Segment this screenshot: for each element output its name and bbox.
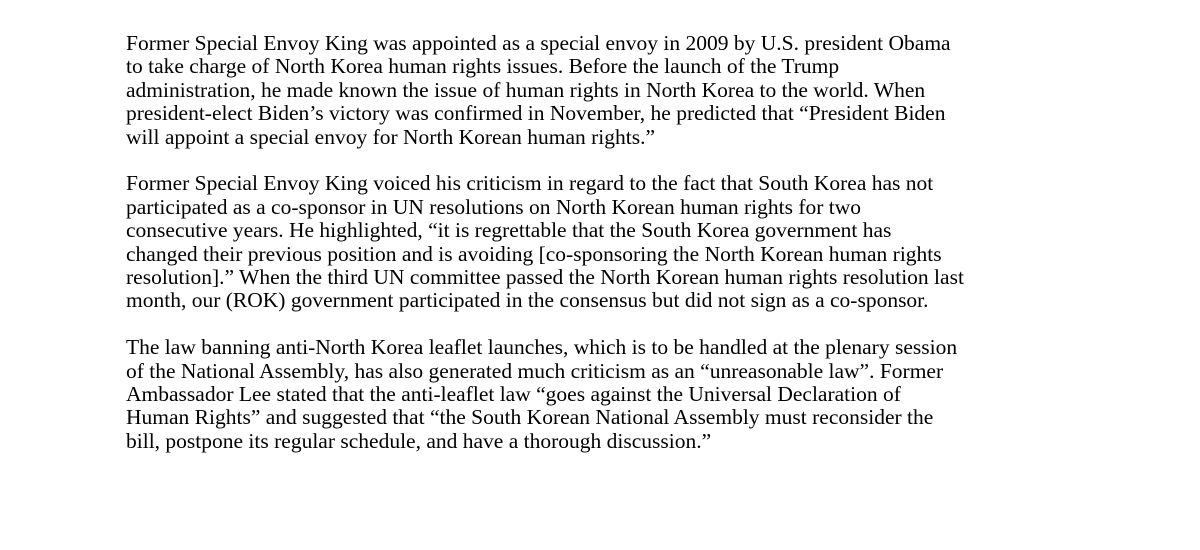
text-line: changed their previous position and is avoiding [co-sponsoring the North Korean human rights <box>126 241 942 266</box>
text-line: Former Special Envoy King voiced his criticism in regard to the fact that South Korea has not <box>126 171 934 196</box>
text-line: administration, he made known the issue of human rights in North Korea to the world. When <box>126 77 926 102</box>
paragraph-anti-leaflet-law <box>126 336 1086 453</box>
text-line: will appoint a special envoy for North Korean human rights.” <box>126 124 655 149</box>
paragraph-king-appointment <box>126 32 1086 149</box>
text-line: resolution].” When the third UN committee passed the North Korean human rights resolution last <box>126 265 964 290</box>
paragraph-king-criticism <box>126 172 1086 312</box>
text-line: Human Rights” and suggested that “the South Korean National Assembly must reconsider the <box>126 405 934 430</box>
text-line: month, our (ROK) government participated in the consensus but did not sign as a co-sponsor. <box>126 288 929 313</box>
text-line: Ambassador Lee stated that the anti-leaflet law “goes against the Universal Declaration of <box>126 382 901 407</box>
document-body <box>126 32 1086 453</box>
text-line: participated as a co-sponsor in UN resolutions on North Korean human rights for two <box>126 194 862 219</box>
text-line: consecutive years. He highlighted, “it is regrettable that the South Korea government has <box>126 218 892 243</box>
text-line: The law banning anti-North Korea leaflet launches, which is to be handled at the plenary session <box>126 335 958 360</box>
text-line: to take charge of North Korea human rights issues. Before the launch of the Trump <box>126 54 840 79</box>
text-line: president-elect Biden’s victory was confirmed in November, he predicted that “President Biden <box>126 101 946 126</box>
text-line: of the National Assembly, has also generated much criticism as an “unreasonable law”. Former <box>126 358 944 383</box>
text-line: Former Special Envoy King was appointed as a special envoy in 2009 by U.S. president Obama <box>126 31 951 55</box>
text-line: bill, postpone its regular schedule, and have a thorough discussion.” <box>126 428 712 453</box>
